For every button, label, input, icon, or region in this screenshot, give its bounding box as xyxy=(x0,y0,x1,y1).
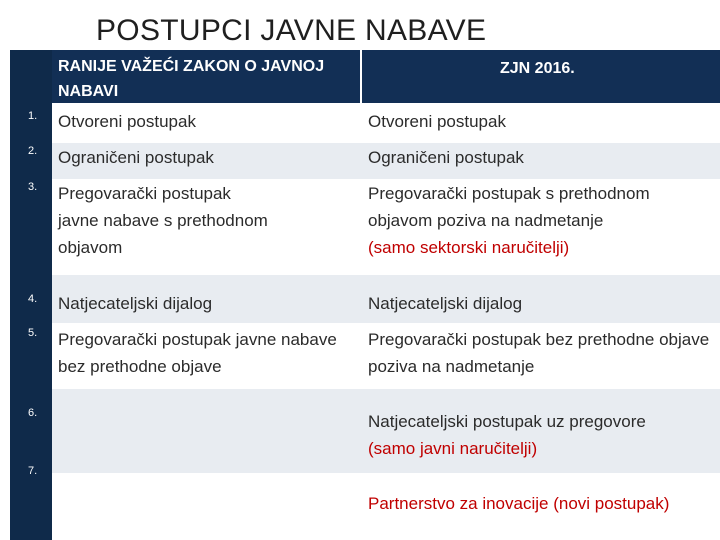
row-number: 5. xyxy=(28,327,38,339)
row-number: 3. xyxy=(28,181,38,193)
header-old-law: RANIJE VAŽEĆI ZAKON O JAVNOJ NABAVI xyxy=(58,58,325,100)
old-procedure: Otvoreni postupak xyxy=(58,112,196,131)
procedure-note: (samo sektorski naručitelji) xyxy=(368,238,570,257)
row-number: 4. xyxy=(28,293,38,305)
new-procedure: Natjecateljski dijalog xyxy=(368,294,523,313)
new-procedure: Pregovarački postupak s prethodnom objavom poziva na nadmetanje xyxy=(368,184,650,230)
row-number: 7. xyxy=(28,465,38,477)
new-procedure: Otvoreni postupak xyxy=(368,112,506,131)
row-number: 2. xyxy=(28,145,38,157)
page-title: POSTUPCI JAVNE NABAVE xyxy=(96,14,487,47)
row-number: 1. xyxy=(28,110,38,122)
new-procedure: Ograničeni postupak xyxy=(368,148,524,167)
header-zjn-2016: ZJN 2016. xyxy=(500,60,575,77)
procedure-note: (samo javni naručitelji) xyxy=(368,439,538,458)
old-procedure: Pregovarački postupak javne nabave s prethodnom objavom xyxy=(58,184,268,257)
row-number: 6. xyxy=(28,407,38,419)
new-procedure: Natjecateljski postupak uz pregovore xyxy=(368,412,646,431)
new-procedure: Pregovarački postupak bez prethodne objave poziva na nadmetanje xyxy=(368,330,710,376)
old-procedure: Pregovarački postupak javne nabave bez prethodne objave xyxy=(58,330,337,376)
old-procedure: Ograničeni postupak xyxy=(58,148,214,167)
procedures-table xyxy=(10,50,720,540)
old-procedure: Natjecateljski dijalog xyxy=(58,294,213,313)
procedure-note: Partnerstvo za inovacije (novi postupak) xyxy=(368,494,670,513)
